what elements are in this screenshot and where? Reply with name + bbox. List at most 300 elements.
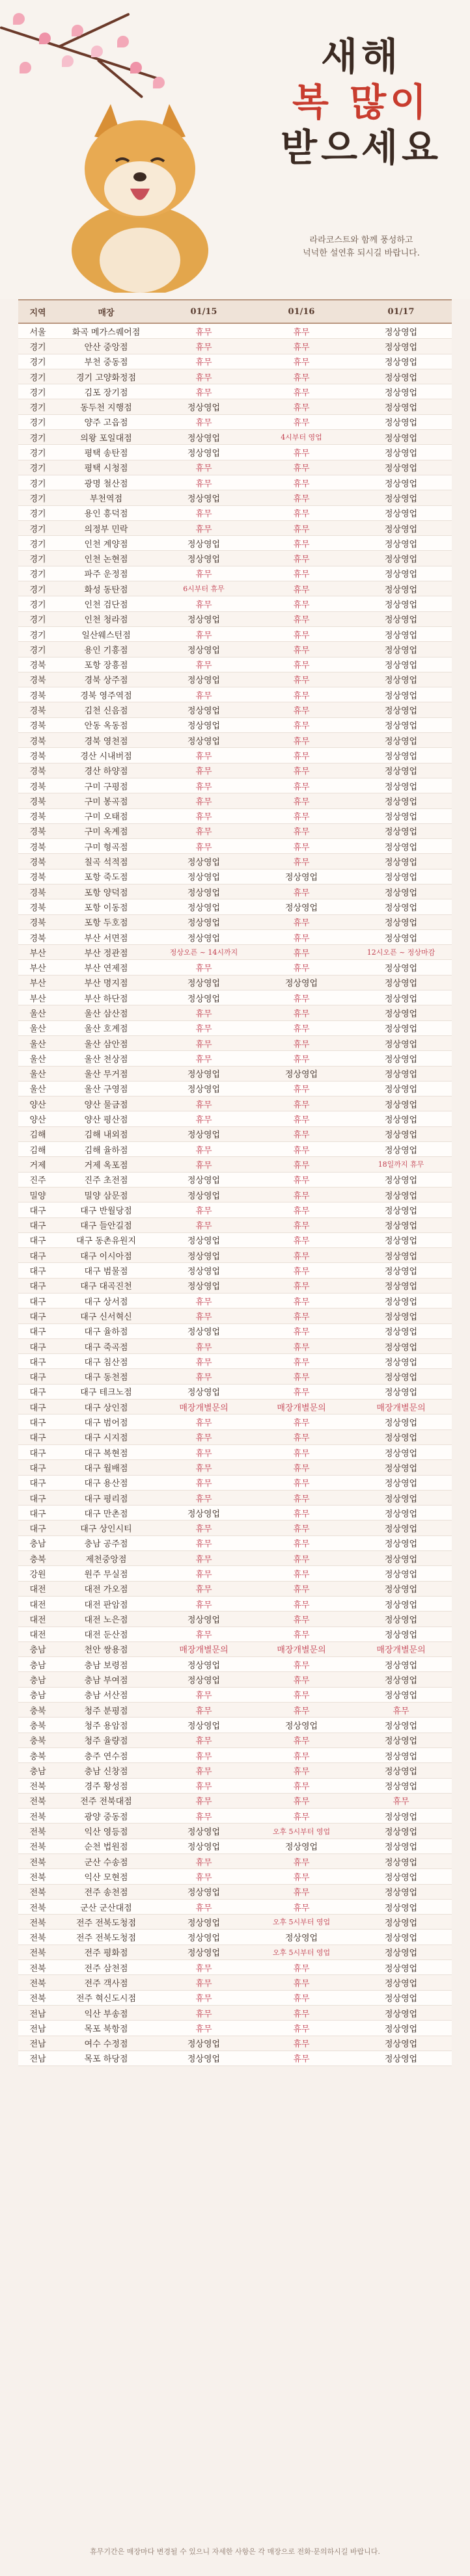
cell-date-2: 휴무 [253, 1460, 350, 1475]
cell-date-2: 휴무 [253, 1551, 350, 1566]
table-row [18, 823, 452, 838]
cell-date-2: 휴무 [253, 1369, 350, 1384]
cell-date-1: 정상영업 [155, 1384, 253, 1399]
cell-store: 대전 노은점 [57, 1612, 155, 1627]
cell-date-2: 휴무 [253, 929, 350, 944]
cell-date-3: 정상영업 [350, 1824, 452, 1839]
cell-store: 울산 삼안점 [57, 1035, 155, 1050]
cell-date-2: 휴무 [253, 1096, 350, 1111]
table-row [18, 1157, 452, 1172]
cell-store: 포항 두호점 [57, 914, 155, 929]
cell-date-1: 휴무 [155, 687, 253, 702]
table-row [18, 1627, 452, 1641]
footnote: 휴무기간은 매장마다 변경될 수 있으니 자세한 사항은 각 매장으로 전화·문의하시길 바랍니다. [90, 2547, 380, 2556]
cell-date-3: 정상영업 [350, 1506, 452, 1520]
cell-date-2: 휴무 [253, 1217, 350, 1232]
cell-date-3: 정상영업 [350, 1384, 452, 1399]
cell-date-3: 정상영업 [350, 1248, 452, 1263]
cell-store: 진주 초전점 [57, 1172, 155, 1187]
cell-date-1: 휴무 [155, 1096, 253, 1111]
cell-date-3: 정상영업 [350, 1581, 452, 1596]
cell-date-1: 휴무 [155, 1703, 253, 1718]
cell-store: 전주 객사점 [57, 1975, 155, 1990]
cell-region: 전북 [18, 1809, 57, 1824]
cell-date-3: 정상영업 [350, 2036, 452, 2051]
table-row [18, 1657, 452, 1672]
cell-region: 대구 [18, 1475, 57, 1490]
cell-region: 경기 [18, 475, 57, 490]
cherry-blossom-icon [91, 46, 103, 57]
cell-date-1: 휴무 [155, 1157, 253, 1172]
cell-date-3: 정상영업 [350, 793, 452, 808]
cell-date-1: 정상영업 [155, 1945, 253, 1959]
cell-store: 포항 양덕점 [57, 884, 155, 899]
table-row [18, 1581, 452, 1596]
cell-date-2: 휴무 [253, 1248, 350, 1263]
table-row [18, 1899, 452, 1914]
cell-date-1: 휴무 [155, 1763, 253, 1778]
table-row [18, 1400, 452, 1414]
cell-date-2: 오후 5시부터 영업 [253, 1945, 350, 1959]
cell-date-2: 휴무 [253, 1763, 350, 1778]
cell-date-1: 정상영업 [155, 1066, 253, 1081]
cell-region: 대구 [18, 1400, 57, 1414]
table-row [18, 733, 452, 748]
cell-date-2: 휴무 [253, 823, 350, 838]
cell-date-1: 휴무 [155, 1005, 253, 1020]
cell-date-1: 정상영업 [155, 1081, 253, 1096]
table-row [18, 1126, 452, 1141]
cell-date-2: 휴무 [253, 1687, 350, 1702]
cell-date-1: 휴무 [155, 1793, 253, 1808]
cell-region: 대구 [18, 1217, 57, 1232]
cell-date-2: 휴무 [253, 1853, 350, 1868]
cell-date-2: 휴무 [253, 1323, 350, 1338]
cell-region: 충북 [18, 1718, 57, 1733]
table-row [18, 1096, 452, 1111]
cell-region: 경기 [18, 642, 57, 657]
cell-date-1: 휴무 [155, 657, 253, 672]
cell-store: 군산 수송점 [57, 1853, 155, 1868]
table-row [18, 2051, 452, 2065]
table-row [18, 1793, 452, 1808]
table-row [18, 960, 452, 975]
cell-region: 전북 [18, 1824, 57, 1839]
cell-date-1: 정상영업 [155, 1824, 253, 1839]
table-row [18, 975, 452, 990]
cell-date-1: 휴무 [155, 1475, 253, 1490]
cell-date-2: 휴무 [253, 1172, 350, 1187]
cell-region: 경기 [18, 430, 57, 445]
cell-date-2: 휴무 [253, 1703, 350, 1718]
cell-date-3: 정상영업 [350, 1020, 452, 1035]
cell-date-2: 휴무 [253, 733, 350, 748]
cell-date-1: 정상영업 [155, 672, 253, 687]
cell-date-2: 휴무 [253, 1535, 350, 1550]
cell-store: 전주 삼천점 [57, 1960, 155, 1975]
cell-store: 대구 시지점 [57, 1429, 155, 1444]
cell-date-3: 정상영업 [350, 778, 452, 793]
table-row [18, 369, 452, 384]
cell-store: 울산 구영점 [57, 1081, 155, 1096]
cell-store: 인천 검단점 [57, 596, 155, 611]
cell-date-3: 정상영업 [350, 1763, 452, 1778]
table-row [18, 520, 452, 535]
cell-date-3: 정상영업 [350, 1263, 452, 1278]
cell-store: 동두천 지행점 [57, 399, 155, 414]
table-row [18, 1066, 452, 1081]
cell-region: 전남 [18, 2051, 57, 2065]
cell-date-2: 휴무 [253, 399, 350, 414]
cell-date-3: 정상영업 [350, 1520, 452, 1535]
cell-date-2: 휴무 [253, 1612, 350, 1627]
table-row [18, 763, 452, 778]
cell-date-1: 휴무 [155, 1520, 253, 1535]
cell-date-3: 정상영업 [350, 808, 452, 823]
table-row [18, 1535, 452, 1550]
cell-date-3: 정상영업 [350, 1202, 452, 1217]
cell-region: 대구 [18, 1354, 57, 1369]
shiba-dog-illustration [59, 98, 221, 293]
cell-store: 구미 옥계점 [57, 823, 155, 838]
cell-region: 경북 [18, 778, 57, 793]
cell-date-3: 정상영업 [350, 1172, 452, 1187]
cell-date-1: 휴무 [155, 1581, 253, 1596]
cell-store: 전주 평화점 [57, 1945, 155, 1959]
cell-date-1: 휴무 [155, 1429, 253, 1444]
table-row [18, 657, 452, 672]
table-row [18, 551, 452, 566]
cell-date-2: 휴무 [253, 1672, 350, 1687]
table-row [18, 1429, 452, 1444]
cell-region: 경북 [18, 687, 57, 702]
cell-store: 익산 모현점 [57, 1869, 155, 1884]
cell-store: 부산 하단점 [57, 990, 155, 1005]
table-row [18, 1763, 452, 1778]
cell-region: 진주 [18, 1172, 57, 1187]
table-row [18, 1853, 452, 1868]
table-row [18, 778, 452, 793]
cell-store: 경북 영주역점 [57, 687, 155, 702]
cell-date-2: 휴무 [253, 475, 350, 490]
cell-store: 거제 옥포점 [57, 1157, 155, 1172]
cell-region: 대구 [18, 1384, 57, 1399]
cell-date-2: 휴무 [253, 1126, 350, 1141]
cell-region: 대구 [18, 1202, 57, 1217]
cell-region: 전남 [18, 2036, 57, 2051]
cell-date-2: 휴무 [253, 551, 350, 566]
cell-date-3: 정상영업 [350, 960, 452, 975]
cell-date-2: 휴무 [253, 1899, 350, 1914]
column-header-date-1: 01/15 [155, 300, 253, 323]
table-row [18, 1809, 452, 1824]
cell-store: 광양 중동점 [57, 1809, 155, 1824]
cell-region: 경북 [18, 839, 57, 854]
cell-date-3: 18일까지 휴무 [350, 1157, 452, 1172]
cell-region: 경기 [18, 414, 57, 429]
cell-date-2: 휴무 [253, 1294, 350, 1308]
cell-store: 울산 무거점 [57, 1066, 155, 1081]
cell-date-1: 휴무 [155, 2005, 253, 2020]
cell-date-2: 휴무 [253, 914, 350, 929]
cell-store: 순천 법원점 [57, 1839, 155, 1853]
cell-date-1: 휴무 [155, 823, 253, 838]
cell-date-1: 정상영업 [155, 490, 253, 505]
cell-date-3: 정상영업 [350, 1187, 452, 1202]
table-row [18, 1703, 452, 1718]
cell-date-2: 휴무 [253, 1157, 350, 1172]
cell-date-1: 정상영업 [155, 2051, 253, 2065]
cell-store: 대전 판암점 [57, 1596, 155, 1611]
cell-store: 대구 테크노점 [57, 1384, 155, 1399]
cell-region: 충남 [18, 1672, 57, 1687]
table-row [18, 536, 452, 551]
cell-date-3: 정상영업 [350, 717, 452, 732]
column-header-date-2: 01/16 [253, 300, 350, 323]
cell-store: 용인 기흥점 [57, 642, 155, 657]
cell-region: 대구 [18, 1263, 57, 1278]
cell-region: 대구 [18, 1323, 57, 1338]
cell-date-3: 정상영업 [350, 854, 452, 869]
table-row [18, 460, 452, 475]
cell-date-1: 정상영업 [155, 1278, 253, 1293]
table-row [18, 1354, 452, 1369]
cell-store: 김포 장기점 [57, 384, 155, 399]
cell-date-2: 매장개별문의 [253, 1641, 350, 1656]
cell-date-1: 휴무 [155, 1020, 253, 1035]
cell-store: 충남 신창점 [57, 1763, 155, 1778]
table-row [18, 414, 452, 429]
cell-region: 울산 [18, 1081, 57, 1096]
cell-store: 대전 가오점 [57, 1581, 155, 1596]
cell-date-2: 휴무 [253, 1581, 350, 1596]
cell-store: 대구 복현점 [57, 1444, 155, 1459]
table-row [18, 1187, 452, 1202]
cell-region: 경북 [18, 793, 57, 808]
cell-region: 전북 [18, 1960, 57, 1975]
cell-date-3: 정상영업 [350, 1475, 452, 1490]
cell-date-2: 휴무 [253, 1475, 350, 1490]
cell-date-3: 정상영업 [350, 1687, 452, 1702]
cell-date-3: 정상영업 [350, 899, 452, 914]
cell-date-1: 휴무 [155, 748, 253, 763]
cell-date-1: 정상영업 [155, 1839, 253, 1853]
cell-region: 전남 [18, 2021, 57, 2036]
holiday-schedule-table [18, 299, 452, 2066]
cell-date-1: 휴무 [155, 1990, 253, 2005]
cell-date-2: 휴무 [253, 1869, 350, 1884]
table-row [18, 748, 452, 763]
cell-store: 목포 하당점 [57, 2051, 155, 2065]
cell-region: 김해 [18, 1142, 57, 1157]
cell-date-3: 정상영업 [350, 551, 452, 566]
cell-region: 부산 [18, 960, 57, 975]
cell-date-3: 휴무 [350, 1793, 452, 1808]
cell-store: 경산 하양점 [57, 763, 155, 778]
cell-region: 대구 [18, 1248, 57, 1263]
table-row [18, 793, 452, 808]
cell-date-1: 정상영업 [155, 2036, 253, 2051]
cell-region: 충남 [18, 1641, 57, 1656]
cell-date-3: 정상영업 [350, 1066, 452, 1081]
cell-store: 구미 봉곡점 [57, 793, 155, 808]
cell-date-1: 매장개별문의 [155, 1641, 253, 1656]
cell-date-1: 휴무 [155, 1202, 253, 1217]
cell-store: 부천 중동점 [57, 354, 155, 369]
cell-date-2: 휴무 [253, 657, 350, 672]
table-row [18, 1414, 452, 1429]
cell-date-2: 휴무 [253, 2005, 350, 2020]
table-row [18, 1263, 452, 1278]
cell-region: 경기 [18, 445, 57, 460]
cell-store: 충남 부여점 [57, 1672, 155, 1687]
table-row [18, 1551, 452, 1566]
column-header-date-3: 01/17 [350, 300, 452, 323]
table-row [18, 1051, 452, 1066]
table-row [18, 1020, 452, 1035]
cell-region: 충남 [18, 1687, 57, 1702]
cell-region: 대구 [18, 1369, 57, 1384]
subtitle-line-2: 넉넉한 설연휴 되시길 바랍니다. [303, 248, 420, 258]
cell-region: 경기 [18, 460, 57, 475]
cell-store: 의정부 민락 [57, 520, 155, 535]
cell-date-3: 정상영업 [350, 505, 452, 520]
cell-region: 경북 [18, 763, 57, 778]
table-row [18, 399, 452, 414]
cell-date-1: 정상영업 [155, 733, 253, 748]
cell-region: 대구 [18, 1520, 57, 1535]
cell-date-3: 정상영업 [350, 929, 452, 944]
table-row [18, 1384, 452, 1399]
cell-date-2: 휴무 [253, 339, 350, 354]
cell-date-3: 정상영업 [350, 626, 452, 641]
table-row [18, 1035, 452, 1050]
cell-date-3: 정상영업 [350, 1414, 452, 1429]
cell-date-1: 휴무 [155, 1444, 253, 1459]
cell-region: 경북 [18, 733, 57, 748]
cell-store: 충남 서산점 [57, 1687, 155, 1702]
cell-date-2: 휴무 [253, 763, 350, 778]
cell-region: 경북 [18, 702, 57, 717]
cell-date-2: 휴무 [253, 1506, 350, 1520]
subtitle [267, 234, 456, 260]
cell-date-3: 정상영업 [350, 1930, 452, 1945]
cell-date-1: 휴무 [155, 596, 253, 611]
cell-date-3: 정상영업 [350, 611, 452, 626]
cell-date-1: 휴무 [155, 1809, 253, 1824]
cell-store: 대전 둔산점 [57, 1627, 155, 1641]
cell-date-2: 매장개별문의 [253, 1400, 350, 1414]
cell-date-2: 휴무 [253, 717, 350, 732]
table-row [18, 854, 452, 869]
cell-date-2: 휴무 [253, 1354, 350, 1369]
table-row [18, 1217, 452, 1232]
cell-date-1: 정상영업 [155, 702, 253, 717]
cell-date-2: 오후 5시부터 영업 [253, 1824, 350, 1839]
table-body [18, 323, 452, 2066]
cell-region: 경기 [18, 354, 57, 369]
cell-date-2: 휴무 [253, 1960, 350, 1975]
table-row [18, 1005, 452, 1020]
cell-date-2: 휴무 [253, 1793, 350, 1808]
cell-region: 충북 [18, 1747, 57, 1762]
cell-date-1: 휴무 [155, 763, 253, 778]
cell-date-3: 정상영업 [350, 990, 452, 1005]
cell-store: 포항 이동점 [57, 899, 155, 914]
cell-date-2: 휴무 [253, 854, 350, 869]
cell-store: 대구 평리점 [57, 1490, 155, 1505]
cell-store: 양산 평산점 [57, 1111, 155, 1126]
cell-date-2: 휴무 [253, 581, 350, 596]
column-header-region: 지역 [18, 300, 57, 323]
cell-date-2: 정상영업 [253, 869, 350, 884]
table-row [18, 445, 452, 460]
table-row [18, 1975, 452, 1990]
cell-date-2: 휴무 [253, 1809, 350, 1824]
cell-region: 경기 [18, 520, 57, 535]
cell-date-1: 휴무 [155, 1217, 253, 1232]
cell-date-1: 휴무 [155, 369, 253, 384]
cell-store: 안동 옥동점 [57, 717, 155, 732]
cell-date-2: 휴무 [253, 702, 350, 717]
cell-date-1: 휴무 [155, 1490, 253, 1505]
cell-date-1: 정상영업 [155, 1718, 253, 1733]
cell-region: 부산 [18, 975, 57, 990]
cell-date-3: 정상영업 [350, 1884, 452, 1899]
table-row [18, 1718, 452, 1733]
table-row [18, 1278, 452, 1293]
cell-date-3: 정상영업 [350, 566, 452, 581]
cell-date-1: 정상영업 [155, 551, 253, 566]
cell-region: 전북 [18, 1839, 57, 1853]
cell-region: 경북 [18, 657, 57, 672]
cell-date-2: 휴무 [253, 672, 350, 687]
cell-date-2: 휴무 [253, 354, 350, 369]
cherry-blossom-icon [62, 55, 74, 67]
cell-store: 김해 율하점 [57, 1142, 155, 1157]
cell-date-2: 휴무 [253, 1444, 350, 1459]
cell-store: 청주 용암점 [57, 1718, 155, 1733]
cell-date-3: 정상영업 [350, 1839, 452, 1853]
cell-date-1: 정상영업 [155, 536, 253, 551]
table-row [18, 384, 452, 399]
cell-date-2: 휴무 [253, 1338, 350, 1353]
cell-store: 포항 장흥점 [57, 657, 155, 672]
cell-region: 밀양 [18, 1187, 57, 1202]
cell-date-1: 휴무 [155, 339, 253, 354]
table-row [18, 1687, 452, 1702]
cell-date-1: 휴무 [155, 1354, 253, 1369]
cell-date-1: 휴무 [155, 1733, 253, 1747]
cell-date-1: 휴무 [155, 1566, 253, 1581]
cell-date-3: 정상영업 [350, 1323, 452, 1338]
cell-date-1: 정상영업 [155, 1612, 253, 1627]
cell-date-2: 휴무 [253, 884, 350, 899]
cell-date-2: 휴무 [253, 793, 350, 808]
table-row [18, 884, 452, 899]
cell-date-3: 정상영업 [350, 748, 452, 763]
cell-date-3: 정상영업 [350, 839, 452, 854]
cell-date-1: 휴무 [155, 839, 253, 854]
cell-store: 안산 중앙점 [57, 339, 155, 354]
cell-date-2: 휴무 [253, 2036, 350, 2051]
cell-region: 경기 [18, 505, 57, 520]
cell-store: 양산 물금점 [57, 1096, 155, 1111]
table-row [18, 914, 452, 929]
table-row [18, 611, 452, 626]
cell-date-2: 휴무 [253, 748, 350, 763]
cell-date-2: 휴무 [253, 839, 350, 854]
